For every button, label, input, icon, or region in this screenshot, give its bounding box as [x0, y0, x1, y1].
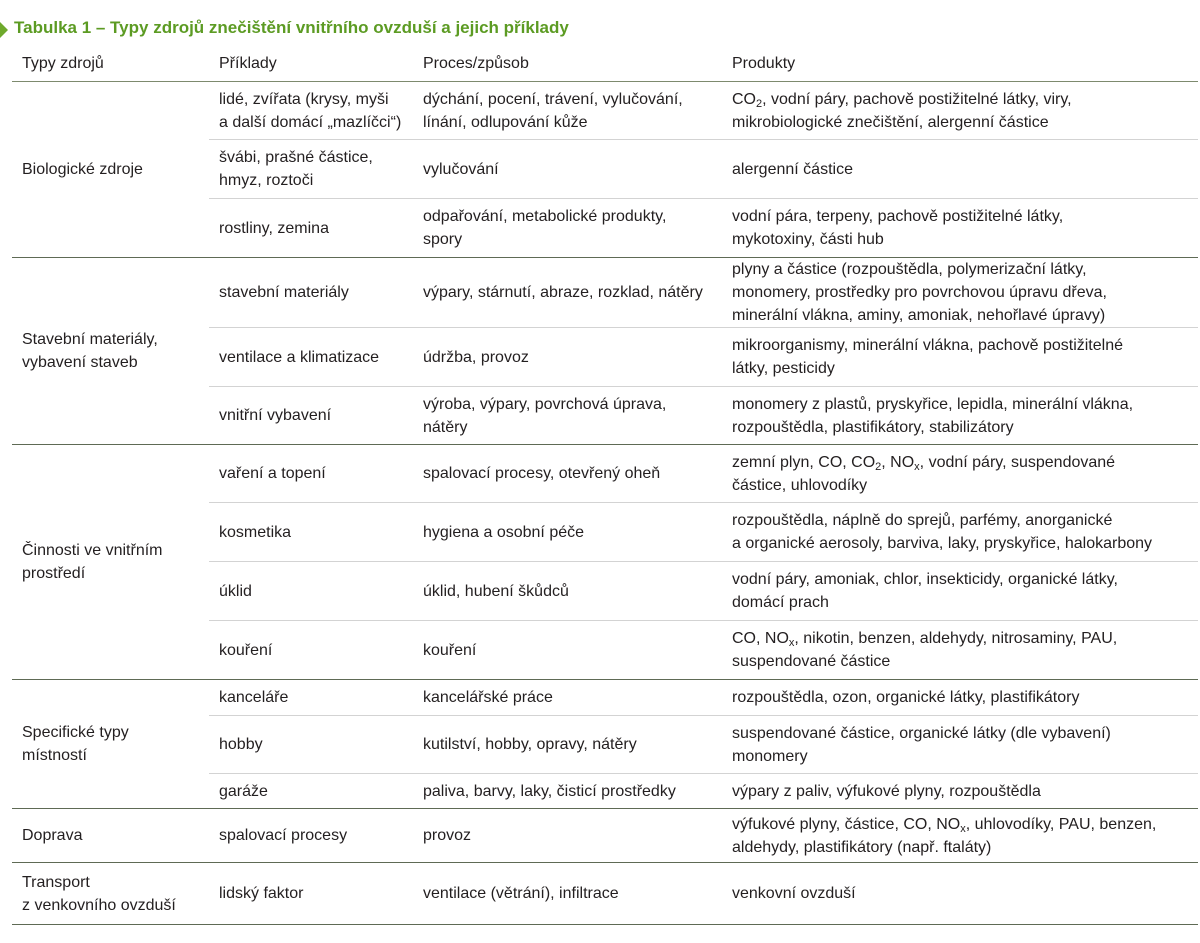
products-text: látky, pesticidy [732, 360, 835, 377]
process-line: spalovací procesy, otevřený oheň [423, 465, 661, 482]
example-cell [209, 809, 413, 863]
process-cell [413, 562, 722, 621]
example-cell [209, 774, 413, 809]
products-cell [722, 774, 1198, 809]
process-line: údržba, provoz [423, 348, 529, 366]
products-line [732, 205, 1198, 228]
example-cell [209, 621, 413, 680]
source-type-line: Doprava [22, 827, 83, 844]
products-text: monomery z plastů, pryskyřice, lepidla, minerální vlákna, [732, 395, 1134, 413]
process-cell [413, 774, 722, 809]
example-cell [209, 716, 413, 774]
products-line [732, 686, 1198, 709]
process-cell [413, 621, 722, 680]
products-text: výpary z paliv, výfukové plyny, rozpouštědla [732, 782, 1041, 800]
process-line: paliva, barvy, laky, čisticí prostředky [423, 782, 676, 800]
source-type-cell [12, 258, 209, 445]
subscript: x [788, 637, 795, 649]
subscript: x [914, 460, 920, 473]
products-line [732, 722, 1198, 745]
example-cell [209, 445, 413, 503]
example-cell [209, 258, 413, 328]
process-line: kutilství, hobby, opravy, nátěry [423, 736, 637, 753]
products-line [732, 158, 1198, 181]
table-body [12, 82, 1198, 925]
process-line: úklid, hubení škůdců [423, 582, 569, 600]
process-line: výroba, výpary, povrchová úprava, [423, 395, 667, 413]
example-line: kouření [219, 641, 273, 659]
products-text: monomery, prostředky pro povrchovou úpravu dřeva, [732, 284, 1107, 301]
products-text: aldehydy, plastifikátory (např. ftaláty) [732, 838, 992, 856]
process-cell [413, 258, 722, 328]
process-cell [413, 387, 722, 445]
products-text: a organické aerosoly, barviva, laky, pryskyřice, halokarbony [732, 535, 1153, 552]
products-line [732, 88, 1198, 111]
products-text: suspendované částice, organické látky (dle vybavení) [732, 724, 1111, 742]
process-cell [413, 503, 722, 562]
header-examples: Příklady [209, 46, 413, 82]
process-cell [413, 809, 722, 863]
products-text: rozpouštědla, plastifikátory, stabilizátory [732, 418, 1014, 436]
products-text: mykotoxiny, části hub [732, 231, 884, 248]
table-row [12, 809, 1198, 863]
example-line: kosmetika [219, 523, 292, 541]
example-cell [209, 863, 413, 925]
example-line: lidé, zvířata (krysy, myši [219, 90, 389, 108]
process-cell [413, 716, 722, 774]
products-line [732, 393, 1198, 416]
products-cell [722, 82, 1198, 140]
products-line [732, 111, 1198, 134]
source-type-line: Specifické typy [22, 724, 129, 741]
header-process: Proces/způsob [413, 46, 722, 82]
process-cell [413, 445, 722, 503]
products-text: monomery [732, 747, 808, 765]
products-text: zemní plyn, CO, CO [732, 453, 876, 471]
example-cell [209, 680, 413, 716]
process-line: odpařování, metabolické produkty, [423, 208, 667, 225]
source-type-line: z venkovního ovzduší [22, 896, 176, 914]
process-line: ventilace (větrání), infiltrace [423, 885, 619, 902]
products-text: minerální vlákna, aminy, amoniak, nehořlavé úpravy) [732, 307, 1106, 324]
products-text: , nikotin, benzen, aldehydy, nitrosaminy, PAU, [794, 630, 1118, 647]
header-products: Produkty [722, 46, 1198, 82]
products-text: CO, NO [732, 630, 789, 647]
header-source-type: Typy zdrojů [12, 46, 209, 82]
process-cell [413, 199, 722, 258]
products-text: vodní pára, terpeny, pachově postižitelné látky, [732, 208, 1064, 225]
example-line: stavební materiály [219, 284, 349, 301]
example-line: spalovací procesy [219, 827, 348, 844]
products-line [732, 281, 1198, 304]
products-line [732, 836, 1198, 859]
subscript: x [960, 822, 966, 835]
products-text: rozpouštědla, ozon, organické látky, plastifikátory [732, 689, 1080, 706]
table-row [12, 863, 1198, 925]
products-text: suspendované částice [732, 653, 891, 670]
example-line: rostliny, zemina [219, 219, 329, 237]
process-line: dýchání, pocení, trávení, vylučování, [423, 90, 683, 108]
process-line: hygiena a osobní péče [423, 523, 585, 541]
example-line: garáže [219, 782, 268, 800]
process-cell [413, 140, 722, 199]
products-text: mikroorganismy, minerální vlákna, pachově postižitelné [732, 337, 1123, 354]
products-text: rozpouštědla, náplně do sprejů, parfémy, anorganické [732, 512, 1113, 529]
example-line: lidský faktor [219, 885, 304, 902]
products-line [732, 451, 1198, 474]
products-cell [722, 140, 1198, 199]
subscript: 2 [875, 460, 882, 473]
products-text: venkovní ovzduší [732, 885, 856, 902]
source-type-line: prostředí [22, 565, 86, 582]
process-line: spory [423, 231, 463, 248]
products-line [732, 882, 1198, 905]
products-text: částice, uhlovodíky [732, 476, 868, 494]
products-line [732, 258, 1198, 281]
products-cell [722, 387, 1198, 445]
example-line: švábi, prašné částice, [219, 149, 373, 166]
process-line: nátěry [423, 418, 468, 436]
products-line [732, 650, 1198, 673]
process-cell [413, 82, 722, 140]
products-line [732, 745, 1198, 768]
products-line [732, 591, 1198, 614]
products-text: alergenní částice [732, 160, 853, 178]
products-line [732, 813, 1198, 836]
products-text: , NO [881, 453, 915, 471]
example-cell [209, 387, 413, 445]
example-cell [209, 82, 413, 140]
products-text: plyny a částice (rozpouštědla, polymerizační látky, [732, 261, 1087, 278]
products-line [732, 334, 1198, 357]
products-cell [722, 809, 1198, 863]
products-line [732, 357, 1198, 380]
example-cell [209, 328, 413, 387]
example-cell [209, 562, 413, 621]
example-line: vnitřní vybavení [219, 407, 332, 424]
example-line: ventilace a klimatizace [219, 348, 380, 366]
products-text: vodní páry, amoniak, chlor, insekticidy, organické látky, [732, 571, 1118, 588]
example-line: hmyz, roztoči [219, 172, 314, 189]
example-line: hobby [219, 736, 263, 753]
products-line [732, 474, 1198, 497]
products-line [732, 780, 1198, 803]
products-line [732, 627, 1198, 650]
process-line: výpary, stárnutí, abraze, rozklad, nátěry [423, 284, 703, 301]
process-cell [413, 680, 722, 716]
example-line: a další domácí „mazlíčci“) [219, 113, 402, 131]
caption-marker-icon [0, 22, 8, 38]
process-line: línání, odlupování kůže [423, 113, 588, 131]
products-line [732, 228, 1198, 251]
products-line [732, 568, 1198, 591]
example-cell [209, 199, 413, 258]
table-row [12, 258, 1198, 328]
products-line [732, 509, 1198, 532]
products-line [732, 532, 1198, 555]
products-cell [722, 258, 1198, 328]
products-cell [722, 445, 1198, 503]
products-text: , vodní páry, pachově postižitelné látky, viry, [762, 90, 1072, 108]
table-row [12, 445, 1198, 503]
table-row [12, 680, 1198, 716]
source-type-line: Biologické zdroje [22, 161, 143, 178]
table-caption: Tabulka 1 – Typy zdrojů znečištění vnitřního ovzduší a jejich příklady [14, 18, 569, 37]
process-line: kouření [423, 641, 477, 659]
process-line: vylučování [423, 160, 499, 178]
source-type-cell [12, 863, 209, 925]
example-line: úklid [219, 582, 252, 600]
products-cell [722, 716, 1198, 774]
source-type-cell [12, 809, 209, 863]
example-cell [209, 503, 413, 562]
products-line [732, 304, 1198, 327]
source-type-line: vybavení staveb [22, 354, 138, 371]
products-cell [722, 328, 1198, 387]
products-text: , vodní páry, suspendované [919, 453, 1116, 471]
products-cell [722, 621, 1198, 680]
source-type-line: Činnosti ve vnitřním [22, 542, 163, 559]
source-type-line: místností [22, 747, 87, 764]
process-cell [413, 863, 722, 925]
table-row [12, 82, 1198, 140]
example-line: vaření a topení [219, 465, 326, 482]
source-type-line: Transport [22, 873, 90, 891]
source-type-cell [12, 445, 209, 680]
example-line: kanceláře [219, 689, 289, 706]
example-cell [209, 140, 413, 199]
products-text: mikrobiologické znečištění, alergenní částice [732, 113, 1049, 131]
products-text: domácí prach [732, 594, 829, 611]
products-cell [722, 562, 1198, 621]
products-cell [722, 199, 1198, 258]
products-text: , uhlovodíky, PAU, benzen, [965, 815, 1157, 833]
products-cell [722, 503, 1198, 562]
process-cell [413, 328, 722, 387]
source-type-cell [12, 680, 209, 809]
products-line [732, 416, 1198, 439]
process-line: kancelářské práce [423, 689, 553, 706]
subscript: 2 [756, 97, 763, 110]
products-text: CO [732, 90, 756, 108]
products-text: výfukové plyny, částice, CO, NO [732, 815, 961, 833]
table-header-row [12, 46, 1198, 82]
source-type-cell [12, 82, 209, 258]
products-cell [722, 863, 1198, 925]
process-line: provoz [423, 827, 472, 844]
pollution-sources-table [12, 46, 1198, 925]
products-cell [722, 680, 1198, 716]
source-type-line: Stavební materiály, [22, 331, 158, 348]
